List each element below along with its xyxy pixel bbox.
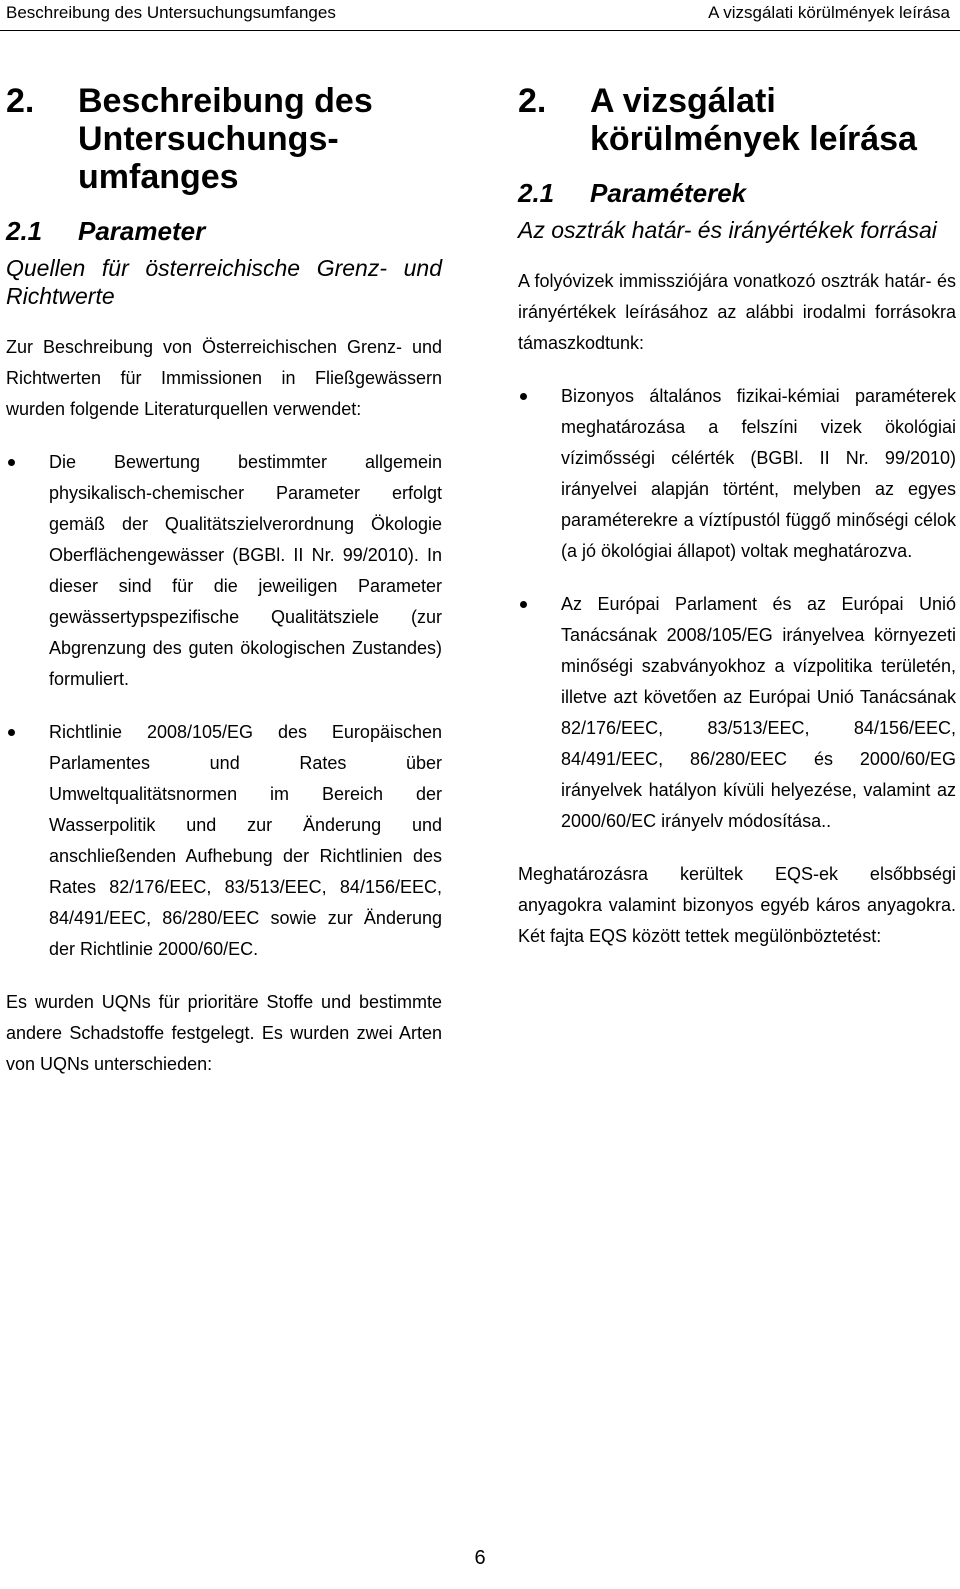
- bullet-icon: [518, 381, 561, 567]
- list-item-text: Richtlinie 2008/105/EG des Europäischen Parlamentes und Rates über Umweltqualitätsnormen im Bereich der Wasserpolitik und zur Änderung und anschließenden Aufhebung der Richtlinien des Rates 82/176/EEC, 83/513/EEC, 84/156/EEC, 84/491/EEC, 86/280/EEC sowie zur Änderung der Richtlinie 2000/60/EC.: [49, 722, 442, 959]
- subsection-number: 2.1: [6, 216, 43, 246]
- bullet-icon: [6, 717, 49, 965]
- intro-paragraph: Zur Beschreibung von Österreichischen Grenz- und Richtwerten für Immissionen in Fließgewässern wurden folgende Literaturquellen verwendet:: [6, 337, 442, 419]
- list-item-text: Die Bewertung bestimmter allgemein physikalisch-chemischer Parameter erfolgt gemäß der Qualitätszielverordnung Ökologie Oberflächengewässer (BGBl. II Nr. 99/2010). In dieser sind für die jeweiligen Parameter gewässertypspezifische Qualitätsziele (zur Abgrenzung des guten ökologischen Zustandes) formuliert.: [49, 452, 442, 689]
- section-title: A vizsgálati körülmények leírása: [590, 82, 917, 158]
- subsection-number: 2.1: [518, 178, 555, 208]
- list-item-text: Bizonyos általános fizikai-kémiai paraméterek meghatározása a felszíni vizek ökológiai vízimősségi célérték (BGBl. II Nr. 99/2010) irányelvei alapján történt, melyben az egyes paraméterekre a víztípustól függő minőségi célok (a jó ökológiai állapot) voltak meghatározva.: [561, 386, 956, 561]
- section-title: Beschreibung des Untersuchungs-umfanges: [78, 82, 373, 196]
- running-header: [0, 0, 960, 26]
- subsection-title: Parameter: [78, 216, 206, 246]
- closing-paragraph: Meghatározásra kerültek EQS-ek elsőbbségi anyagokra valamint bizonyos egyéb káros anyagokra. Két fajta EQS között tettek megülönböztetést:: [518, 864, 956, 946]
- page-number: 6: [474, 1547, 486, 1569]
- list-item: [6, 717, 442, 965]
- subsection-subtitle: Az osztrák határ- és irányértékek forrásai: [518, 217, 937, 243]
- bullet-icon: [6, 447, 49, 695]
- list-item: [518, 589, 956, 837]
- section-number: 2.: [6, 82, 35, 120]
- header-left-title: Beschreibung des Untersuchungsumfanges: [6, 3, 336, 22]
- subsection-title: Paraméterek: [590, 178, 747, 208]
- section-heading: [518, 82, 956, 158]
- intro-paragraph: A folyóvizek immissziójára vonatkozó osztrák határ- és irányértékek leírásához az alábbi irodalmi forrásokra támaszkodtunk:: [518, 271, 956, 353]
- list-item-text: Az Európai Parlament és az Európai Unió Tanácsának 2008/105/EG irányelvea környezeti minőségi szabványokhoz a vízpolitika területén, illetve azt követően az Európai Unió Tanácsának 82/176/EEC, 83/513/EEC, 84/156/EEC, 84/491/EEC, 86/280/EEC és 2000/60/EG irányelvek hatályon kívüli helyezése, valamint az 2000/60/EC irányelv módosítása..: [561, 594, 956, 831]
- subsection-heading: [6, 216, 442, 246]
- subsection-subtitle: Quellen für österreichische Grenz- und Richtwerte: [6, 255, 442, 309]
- section-number: 2.: [518, 82, 547, 120]
- header-right-title: A vizsgálati körülmények leírása: [708, 3, 950, 22]
- list-item: [6, 447, 442, 695]
- bullet-icon: [518, 589, 561, 837]
- section-heading: [6, 82, 442, 196]
- list-item: [518, 381, 956, 567]
- hungarian-column: [518, 82, 956, 974]
- header-divider: [0, 30, 960, 31]
- german-column: [6, 82, 442, 1102]
- closing-paragraph: Es wurden UQNs für prioritäre Stoffe und bestimmte andere Schadstoffe festgelegt. Es wurden zwei Arten von UQNs unterschieden:: [6, 992, 442, 1074]
- subsection-heading: [518, 178, 956, 208]
